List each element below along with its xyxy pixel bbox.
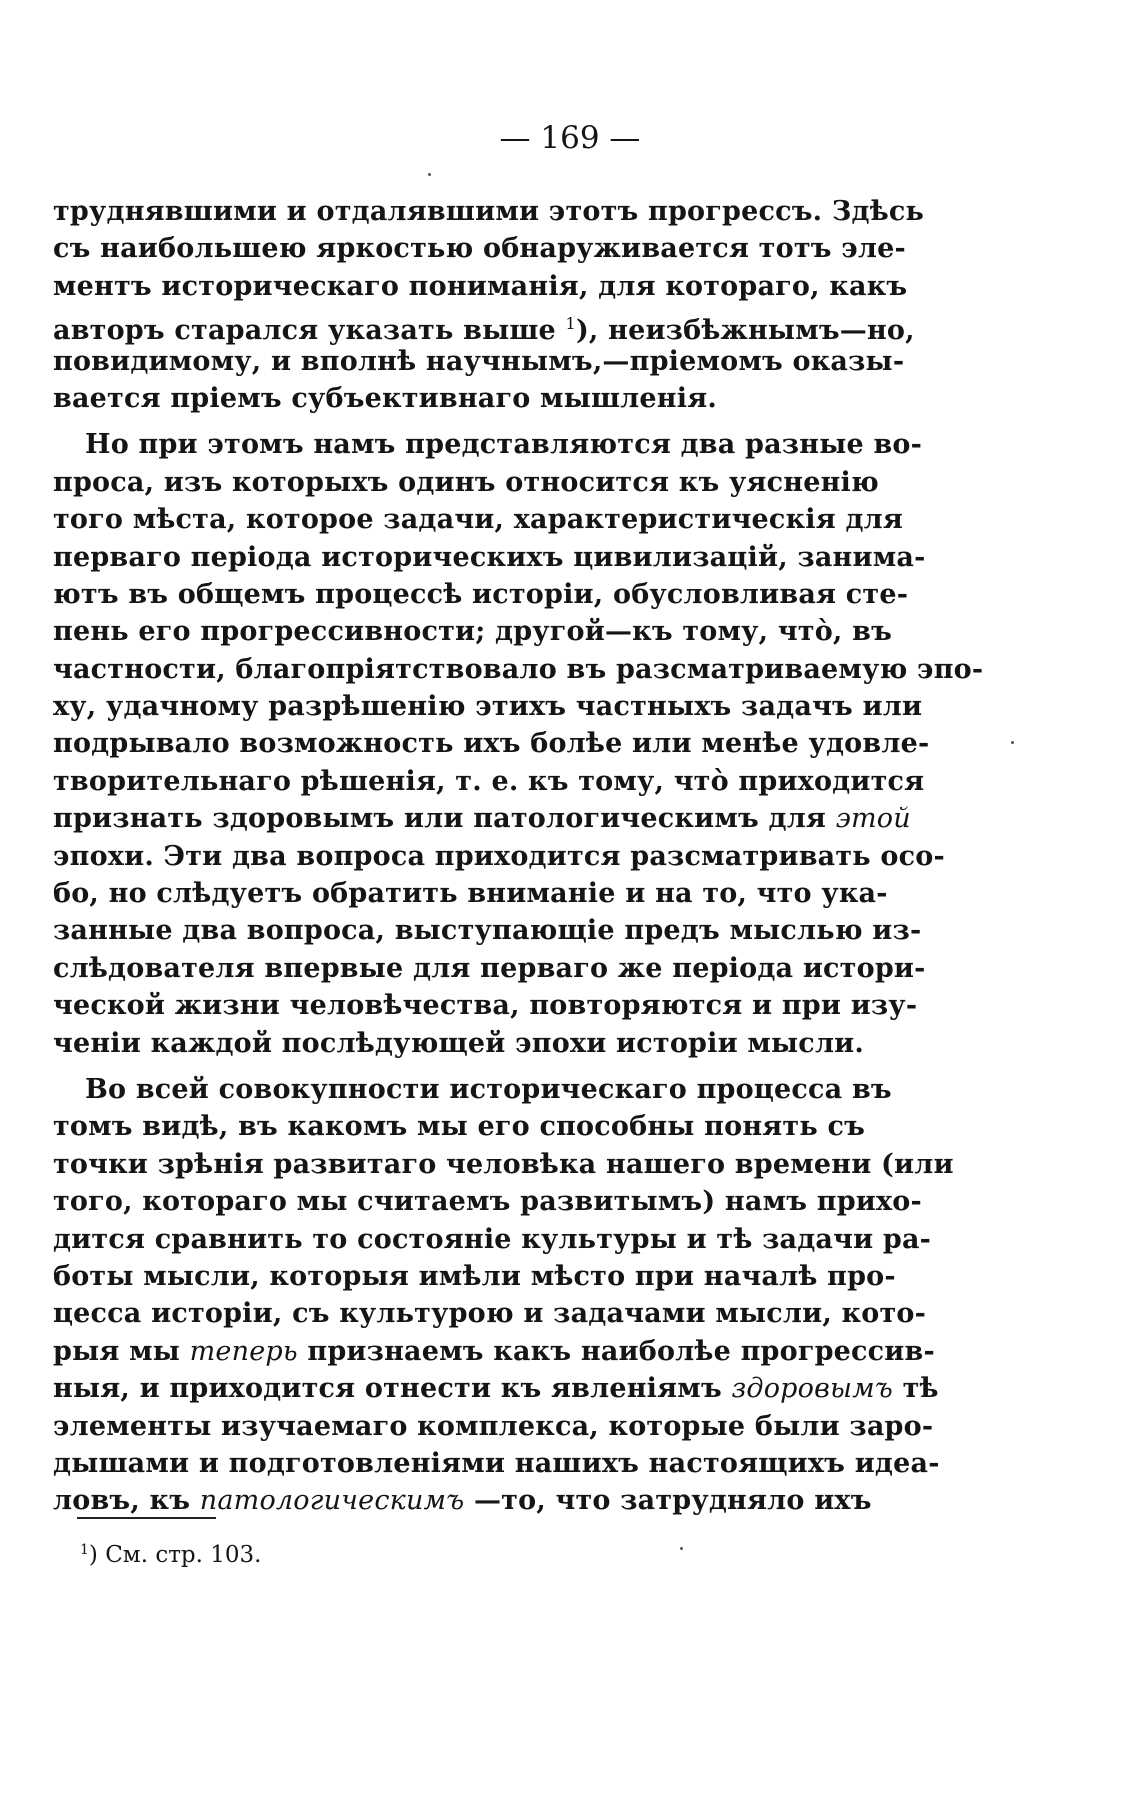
text-line: перваго періода историческихъ цивилизацій, занима- (53, 541, 926, 573)
text-line: Во всей совокупности историческаго процесса въ (85, 1073, 892, 1105)
text-line: элементы изучаемаго комплекса, которые были заро- (53, 1410, 934, 1442)
text-line: слѣдователя впервые для перваго же періода истори- (53, 952, 926, 984)
text-line: творительнаго рѣшенія, т. е. къ тому, что̀ приходится (53, 765, 925, 797)
text-line (53, 1482, 872, 1519)
text-line: дышами и подготовленіями нашихъ настоящихъ идеа- (53, 1447, 940, 1479)
text-segment: ловъ, къ (53, 1485, 191, 1517)
text-line: эпохи. Эти два вопроса приходится разсматривать осо- (53, 840, 945, 872)
footnote-text: ) См. стр. 103. (88, 1542, 262, 1568)
text-segment: тѣ (902, 1373, 939, 1405)
text-line: того, котораго мы считаемъ развитымъ) намъ прихо- (53, 1186, 922, 1218)
text-line: пень его прогрессивности; другой—къ тому, что̀, въ (53, 616, 893, 648)
text-line: точки зрѣнія развитаго человѣка нашего времени (или (53, 1148, 954, 1180)
text-line (53, 800, 911, 837)
paragraph (53, 193, 925, 417)
body-text (53, 193, 984, 1520)
text-line: повидимому, и вполнѣ научнымъ,—пріемомъ оказы- (53, 345, 905, 377)
italic-text: теперь (189, 1335, 298, 1367)
print-speck (428, 173, 431, 176)
text-line: томъ видѣ, въ какомъ мы его способны понять съ (53, 1111, 866, 1143)
text-line: ческой жизни человѣчества, повторяются и при изу- (53, 990, 918, 1022)
text-line: боты мысли, которыя имѣли мѣсто при началѣ про- (53, 1260, 896, 1292)
italic-text: этой (835, 803, 911, 835)
paragraph (53, 1071, 954, 1520)
text-line: Но при этомъ намъ представляются два разные во- (85, 429, 923, 461)
footnote (80, 1535, 261, 1570)
text-segment: ), неизбѣжнымъ—но, (575, 315, 915, 347)
text-line: дится сравнить то состояніе культуры и тѣ задачи ра- (53, 1223, 932, 1255)
italic-text: здоровымъ (731, 1373, 893, 1405)
text-line: цесса исторіи, съ культурою и задачами мысли, кото- (53, 1298, 927, 1330)
footnote-reference: 1 (565, 314, 576, 334)
text-line: ютъ въ общемъ процессѣ исторіи, обусловливая сте- (53, 578, 909, 610)
text-line (53, 305, 915, 347)
text-segment: признать здоровымъ или патологическимъ для (53, 803, 827, 835)
print-speck (680, 1547, 683, 1550)
text-line: проса, изъ которыхъ одинъ относится къ уясненію (53, 466, 879, 498)
text-segment: —то, что затрудняло ихъ (473, 1485, 872, 1517)
footnote-mark: 1 (80, 1542, 89, 1558)
text-line: вается пріемъ субъективнаго мышленія. (53, 382, 717, 414)
text-line: труднявшими и отдалявшими этотъ прогрессъ. Здѣсь (53, 196, 925, 227)
page-number: — 169 — (499, 120, 641, 156)
text-line: ченіи каждой послѣдующей эпохи исторіи мысли. (53, 1027, 865, 1059)
text-line: занные два вопроса, выступающіе предъ мыслью из- (53, 915, 922, 947)
print-speck (1011, 741, 1014, 744)
paragraph (53, 426, 984, 1062)
text-line: съ наибольшею яркостью обнаруживается тотъ эле- (53, 233, 906, 265)
text-line (53, 1333, 935, 1370)
text-segment: ныя, и приходится отнести къ явленіямъ (53, 1373, 722, 1405)
footnote-divider (77, 1517, 216, 1519)
text-line: ху, удачному разрѣшенію этихъ частныхъ задачъ или (53, 691, 923, 723)
text-line: подрывало возможность ихъ болѣе или менѣе удовле- (53, 728, 930, 760)
text-segment: признаемъ какъ наиболѣе прогрессив- (307, 1335, 935, 1367)
text-segment: рыя мы (53, 1335, 181, 1367)
text-line: частности, благопріятствовало въ разсматриваемую эпо- (53, 653, 984, 685)
text-line: бо, но слѣдуетъ обратить вниманіе и на то, что ука- (53, 878, 888, 910)
text-segment: авторъ старался указать выше (53, 315, 556, 347)
text-line: того мѣста, которое задачи, характеристическія для (53, 504, 904, 536)
text-line (53, 1370, 939, 1407)
italic-text: патологическимъ (199, 1485, 465, 1517)
text-line: ментъ историческаго пониманія, для котораго, какъ (53, 270, 908, 302)
